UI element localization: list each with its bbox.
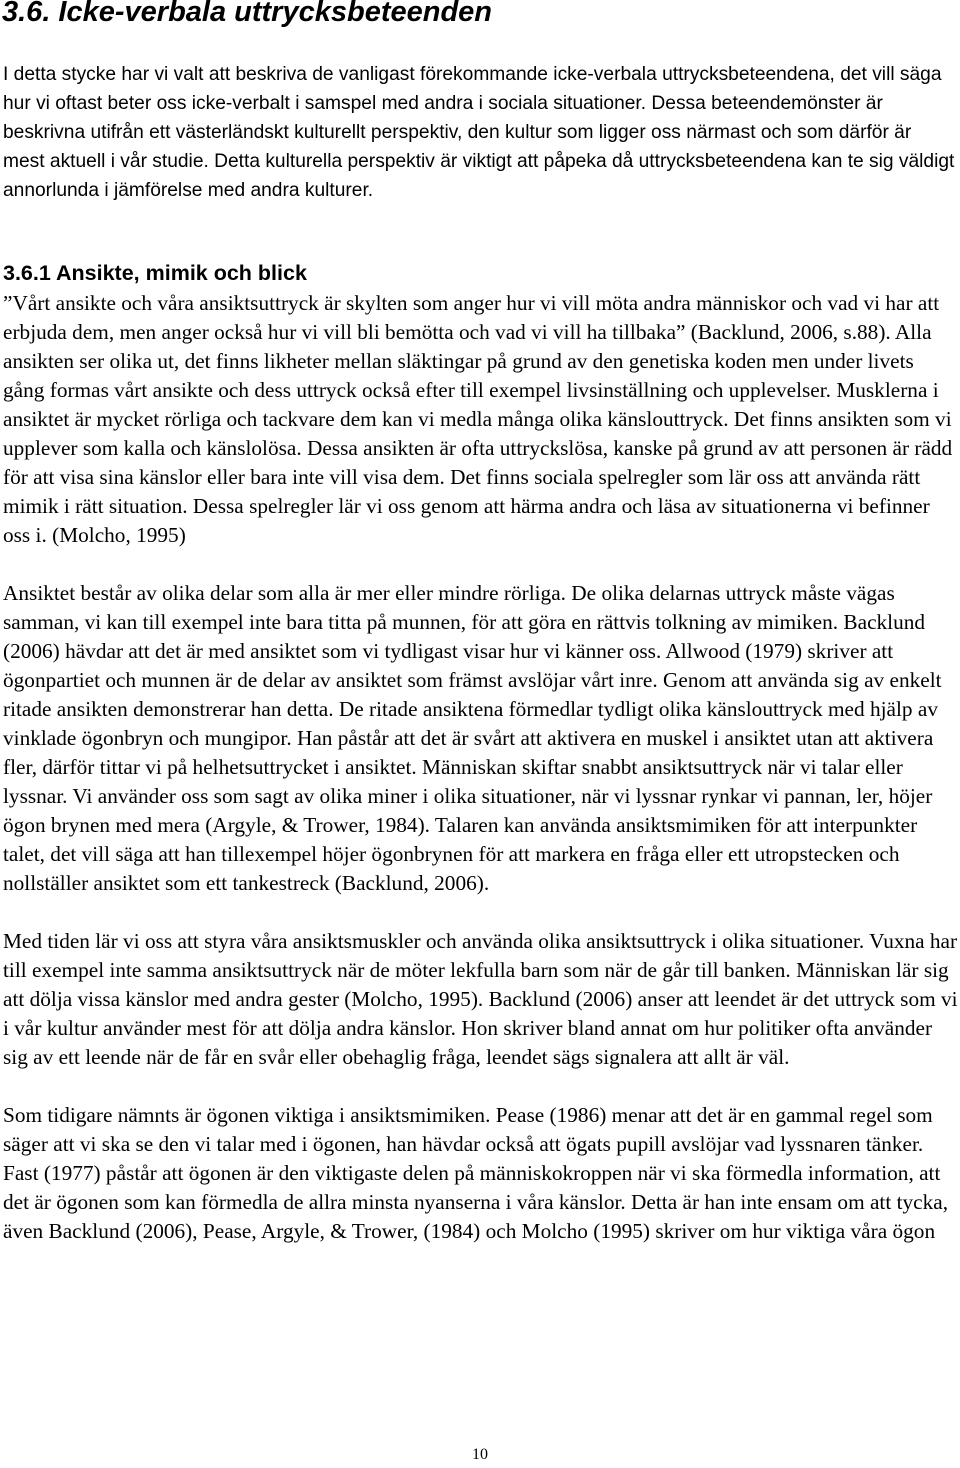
subsection-heading: 3.6.1 Ansikte, mimik och blick — [3, 261, 307, 285]
intro-paragraph: I detta stycke har vi valt att beskriva de vanligast förekommande icke-verbala uttrycksbeteendena, det vill säga hur vi oftast beter oss icke-verbalt i samspel med andra i sociala situationer. Dessa beteendemönster är beskrivna utifrån ett västerländskt kulturellt perspektiv, den kultur som ligger oss närmast och som därför är mest aktuell i vår studie. Detta kulturella perspektiv är viktigt att påpeka då uttrycksbeteendena kan te sig väldigt annorlunda i jämförelse med andra kulturer. — [3, 64, 955, 201]
intro-section — [3, 60, 958, 205]
paragraph-4: Som tidigare nämnts är ögonen viktiga i ansiktsmimiken. Pease (1986) menar att det är en gammal regel som säger att vi ska se den vi talar med i ögonen, han hävdar också att ögats pupill avslöjar vad lyssnaren tänker. Fast (1977) påstår att ögonen är den viktigaste delen på människokroppen när vi ska förmedla information, att det är ögonen som kan förmedla de allra minsta nyanserna i våra känslor. Detta är han inte ensam om att tycka, även Backlund (2006), Pease, Argyle, & Trower, (1984) och Molcho (1995) skriver om hur viktiga våra ögon — [3, 1103, 949, 1243]
body-text — [3, 289, 958, 1275]
section-heading: 3.6. Icke-verbala uttrycksbeteenden — [2, 0, 493, 28]
page-number: 10 — [472, 1446, 488, 1463]
paragraph-1: ”Vårt ansikte och våra ansiktsuttryck är skylten som anger hur vi vill möta andra människor och vad vi har att erbjuda dem, men anger också hur vi vill bli bemötta och vad vi vill ha tillbaka” (Backlund, 2006, s.88). Alla ansikten ser olika ut, det finns likheter mellan släktingar på grund av den genetiska koden men under livets gång formas vårt ansikte och dess uttryck också efter till exempel livsinställning och upplevelser. Musklerna i ansiktet är mycket rörliga och tackvare dem kan vi medla många olika känslouttryck. Det finns ansikten som vi upplever som kalla och känslolösa. Dessa ansikten är ofta uttryckslösa, kanske på grund av att personen är rädd för att visa sina känslor eller bara inte vill visa dem. Det finns sociala spelregler som lär oss att använda rätt mimik i rätt situation. Dessa spelregler lär vi oss genom att härma andra och läsa av situationerna vi befinner oss i. (Molcho, 1995) — [3, 291, 953, 547]
paragraph-2: Ansiktet består av olika delar som alla är mer eller mindre rörliga. De olika delarnas uttryck måste vägas samman, vi kan till exempel inte bara titta på munnen, för att göra en rättvis tolkning av mimiken. Backlund (2006) hävdar att det är med ansiktet som vi tydligast visar hur vi känner oss. Allwood (1979) skriver att ögonpartiet och munnen är de delar av ansiktet som främst avslöjar vårt inre. Genom att använda sig av enkelt ritade ansikten demonstrerar han detta. De ritade ansiktena förmedlar tydligt olika känslouttryck med hjälp av vinklade ögonbryn och mungipor. Han påstår att det är svårt att aktivera en muskel i ansiktet utan att aktivera fler, därför tittar vi på helhetsuttrycket i ansiktet. Människan skiftar snabbt ansiktsuttryck när vi talar eller lyssnar. Vi använder oss som sagt av olika miner i olika situationer, när vi lyssnar rynkar vi pannan, ler, höjer ögon brynen med mera (Argyle, & Trower, 1984). Talaren kan använda ansiktsmimiken för att interpunkter talet, det vill säga att han tillexempel höjer ögonbrynen för att markera en fråga eller ett utropstecken och nollställer ansiktet som ett tankestreck (Backlund, 2006). — [3, 581, 942, 895]
paragraph-3: Med tiden lär vi oss att styra våra ansiktsmuskler och använda olika ansiktsuttryck i olika situationer. Vuxna har till exempel inte samma ansiktsuttryck när de möter lekfulla barn som när de går till banken. Människan lär sig att dölja vissa känslor med andra gester (Molcho, 1995). Backlund (2006) anser att leendet är det uttryck som vi i vår kultur använder mest för att dölja andra känslor. Hon skriver bland annat om hur politiker ofta använder sig av ett leende när de får en svår eller obehaglig fråga, leendet sägs signalera att allt är väl. — [3, 929, 958, 1069]
